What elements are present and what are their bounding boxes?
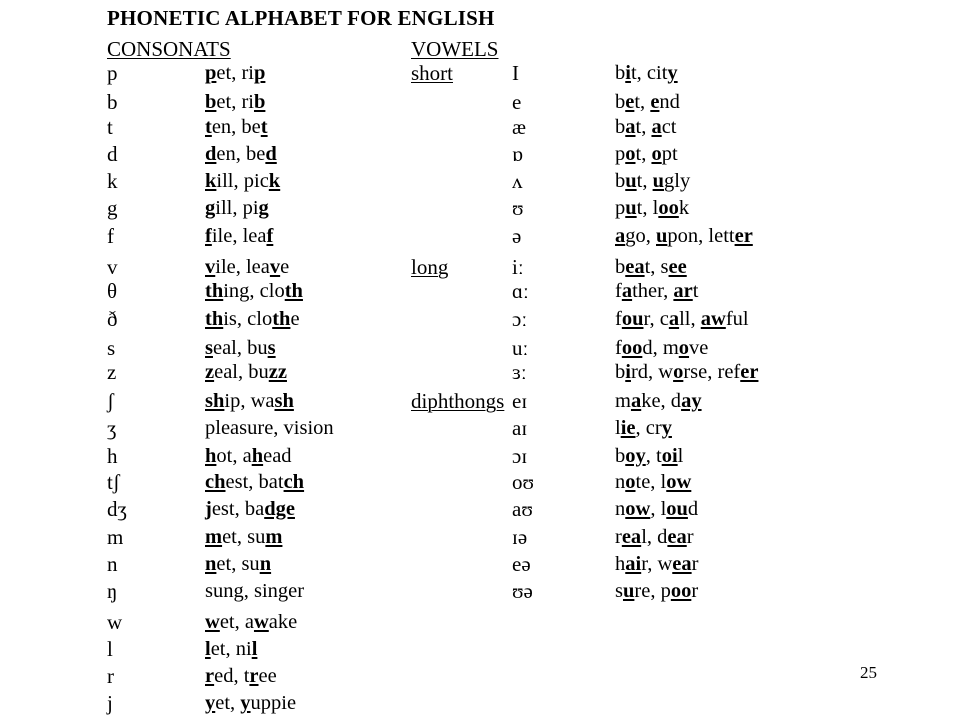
- consonants-header: CONSONATS: [107, 37, 231, 61]
- vowel-symbol: ɔː: [512, 307, 528, 331]
- consonant-symbol: m: [107, 525, 124, 549]
- consonant-example: red, tree: [205, 665, 277, 687]
- vowel-example: sure, poor: [615, 580, 699, 602]
- vowel-symbol: aʊ: [512, 497, 533, 521]
- consonant-example: ship, wash: [205, 390, 294, 412]
- vowel-example: pot, opt: [615, 143, 678, 165]
- vowel-symbol: eɪ: [512, 389, 528, 413]
- vowel-symbol: ʊ: [512, 196, 524, 220]
- vowel-symbol: ɑː: [512, 279, 529, 303]
- vowel-category-diphthongs: diphthongs: [411, 389, 505, 413]
- consonant-example: net, sun: [205, 553, 272, 575]
- consonant-symbol: dʒ: [107, 497, 127, 521]
- consonant-symbol: ʒ: [107, 416, 117, 440]
- vowel-symbol: æ: [512, 115, 527, 139]
- vowel-example: bit, city: [615, 62, 678, 84]
- consonant-symbol: t: [107, 115, 113, 139]
- vowel-example: hair, wear: [615, 553, 699, 575]
- vowel-symbol: ə: [512, 224, 522, 248]
- consonant-symbol: j: [107, 691, 113, 715]
- consonant-symbol: g: [107, 196, 118, 220]
- vowel-example: note, low: [615, 471, 692, 493]
- page-number: 25: [860, 663, 877, 682]
- consonant-example: bet, rib: [205, 91, 266, 113]
- consonant-symbol: ð: [107, 307, 118, 331]
- consonant-example: zeal, buzz: [205, 361, 287, 383]
- vowel-symbol: ʊə: [512, 579, 533, 603]
- consonant-symbol: n: [107, 552, 118, 576]
- consonant-symbol: v: [107, 255, 118, 279]
- vowel-symbol: aɪ: [512, 416, 528, 440]
- consonant-symbol: θ: [107, 279, 118, 303]
- consonant-example: kill, pick: [205, 170, 281, 192]
- vowel-category-long: long: [411, 255, 449, 279]
- consonant-example: this, clothe: [205, 308, 300, 330]
- consonant-example: vile, leave: [205, 256, 290, 278]
- vowel-symbol: ɪə: [512, 525, 528, 549]
- consonant-example: den, bed: [205, 143, 277, 165]
- consonant-symbol: p: [107, 61, 118, 85]
- consonant-symbol: w: [107, 610, 123, 634]
- vowel-example: but, ugly: [615, 170, 691, 192]
- consonant-example: sung, singer: [205, 580, 305, 602]
- vowel-symbol: ɜː: [512, 360, 527, 384]
- page-title: PHONETIC ALPHABET FOR ENGLISH: [107, 6, 495, 30]
- consonant-example: gill, pig: [205, 197, 269, 219]
- consonant-example: seal, bus: [205, 337, 276, 359]
- vowel-example: father, art: [615, 280, 699, 302]
- consonant-symbol: f: [107, 224, 114, 248]
- vowel-example: food, move: [615, 337, 709, 359]
- vowel-symbol: ʌ: [512, 169, 523, 193]
- consonant-symbol: ŋ: [107, 579, 118, 603]
- consonant-example: pet, rip: [205, 62, 266, 84]
- vowel-symbol: e: [512, 90, 522, 114]
- consonant-symbol: ʃ: [107, 389, 114, 413]
- consonant-example: jest, badge: [205, 498, 295, 520]
- vowel-symbol: uː: [512, 336, 529, 360]
- vowel-example: now, loud: [615, 498, 699, 520]
- consonant-symbol: tʃ: [107, 470, 120, 494]
- consonant-symbol: k: [107, 169, 118, 193]
- consonant-symbol: h: [107, 444, 118, 468]
- vowel-symbol: eə: [512, 552, 531, 576]
- consonant-example: hot, ahead: [205, 445, 292, 467]
- consonant-symbol: l: [107, 637, 113, 661]
- vowel-symbol: oʊ: [512, 470, 535, 494]
- vowel-example: real, dear: [615, 526, 694, 548]
- consonant-example: met, sum: [205, 526, 283, 548]
- vowel-symbol: I: [512, 61, 519, 85]
- consonant-example: file, leaf: [205, 225, 274, 247]
- consonant-example: ten, bet: [205, 116, 268, 138]
- consonant-example: thing, cloth: [205, 280, 303, 302]
- vowel-category-short: short: [411, 61, 453, 85]
- consonant-example: wet, awake: [205, 611, 298, 633]
- vowel-example: put, look: [615, 197, 690, 219]
- vowel-example: lie, cry: [615, 417, 672, 439]
- consonant-symbol: s: [107, 336, 116, 360]
- vowel-example: bat, act: [615, 116, 677, 138]
- consonant-symbol: d: [107, 142, 118, 166]
- consonant-example: chest, batch: [205, 471, 305, 493]
- consonant-example: yet, yuppie: [205, 692, 297, 714]
- vowel-example: bet, end: [615, 91, 680, 113]
- consonant-example: pleasure, vision: [205, 417, 334, 439]
- vowel-example: ago, upon, letter: [615, 225, 753, 247]
- vowels-header: VOWELS: [411, 37, 499, 61]
- consonant-example: let, nil: [205, 638, 258, 660]
- vowel-symbol: ɔɪ: [512, 444, 528, 468]
- consonant-symbol: r: [107, 664, 114, 688]
- consonant-symbol: z: [107, 360, 117, 384]
- vowel-example: four, call, awful: [615, 308, 749, 330]
- vowel-example: boy, toil: [615, 445, 684, 467]
- consonant-symbol: b: [107, 90, 118, 114]
- vowel-symbol: iː: [512, 255, 524, 279]
- vowel-symbol: ɒ: [512, 142, 523, 166]
- vowel-example: bird, worse, refer: [615, 361, 759, 383]
- vowel-example: make, day: [615, 390, 702, 412]
- vowel-example: beat, see: [615, 256, 687, 278]
